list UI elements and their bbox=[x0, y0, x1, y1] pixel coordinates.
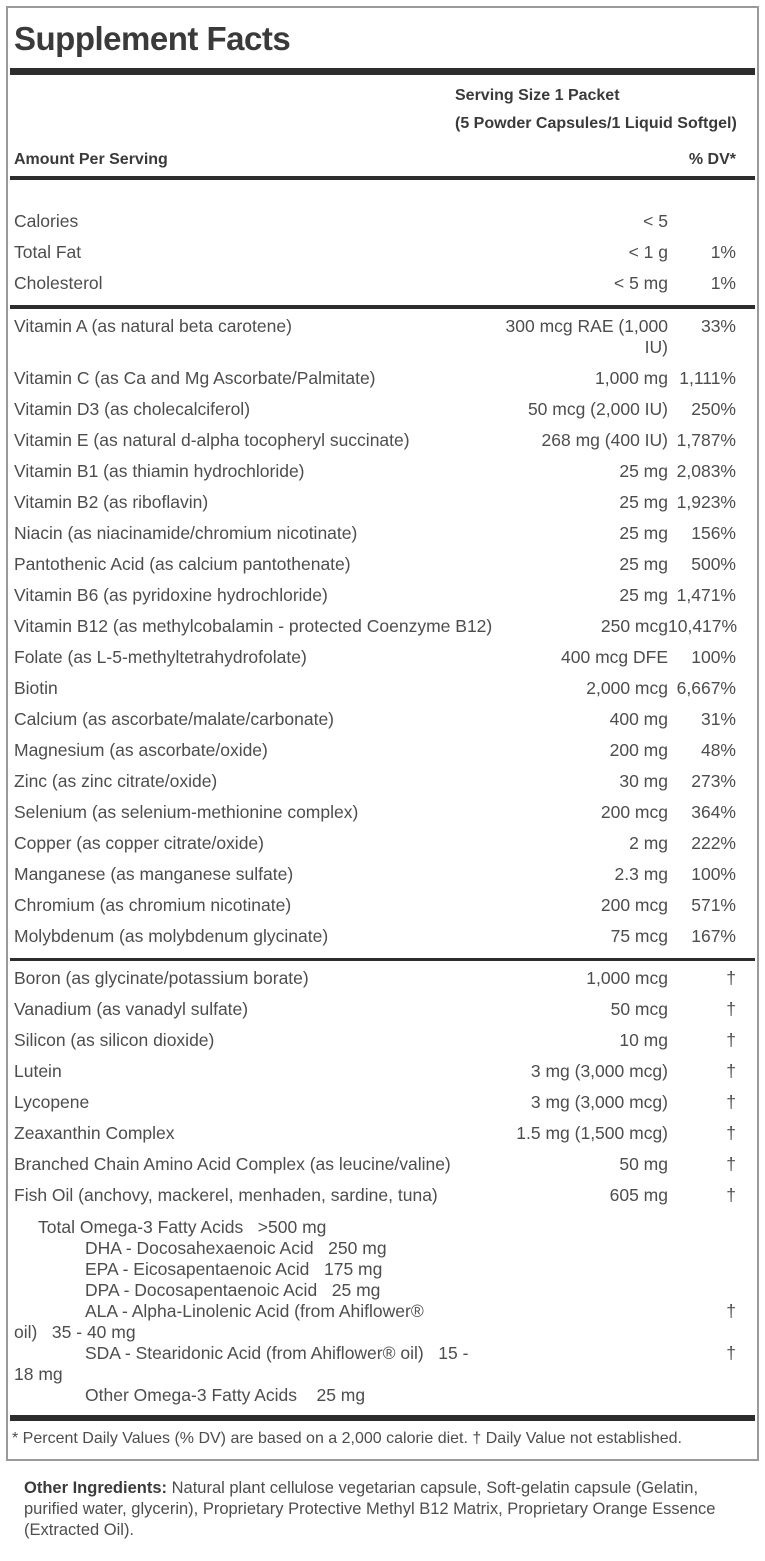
nutrient-row bbox=[14, 735, 736, 766]
nutrient-dv: 1,787% bbox=[676, 430, 736, 450]
nutrient-name: Zeaxanthin Complex bbox=[14, 1123, 175, 1143]
nutrient-name: Branched Chain Amino Acid Complex (as leucine/valine) bbox=[14, 1154, 451, 1174]
nutrient-row bbox=[14, 363, 736, 394]
nutrient-amount: 2,000 mcg bbox=[586, 678, 668, 698]
nutrient-name: Chromium (as chromium nicotinate) bbox=[14, 895, 292, 915]
nutrient-row bbox=[14, 704, 736, 735]
nutrient-amount: 268 mg (400 IU) bbox=[541, 430, 668, 450]
nutrient-name: Calories bbox=[14, 211, 79, 231]
omega-line-text: 18 mg bbox=[14, 1364, 63, 1384]
nutrient-dv: 500% bbox=[691, 554, 736, 574]
nutrient-name: Boron (as glycinate/potassium borate) bbox=[14, 968, 309, 988]
nutrient-amount: 200 mg bbox=[609, 740, 668, 760]
nutrient-amount: 3 mg (3,000 mcg) bbox=[530, 1061, 668, 1081]
nutrient-dv: 364% bbox=[691, 802, 736, 822]
nutrient-name: Vanadium (as vanadyl sulfate) bbox=[14, 999, 249, 1019]
nutrient-row bbox=[14, 1149, 736, 1180]
divider bbox=[10, 176, 755, 180]
nutrient-amount: 25 mg bbox=[619, 492, 668, 512]
serving-size-line1: Serving Size 1 Packet bbox=[455, 87, 620, 104]
omega-line-text: Other Omega-3 Fatty Acids 25 mg bbox=[85, 1385, 366, 1405]
nutrient-name: Manganese (as manganese sulfate) bbox=[14, 864, 294, 884]
omega-line-text: ALA - Alpha-Linolenic Acid (from Ahiflower® bbox=[85, 1301, 424, 1321]
nutrient-row bbox=[14, 1087, 736, 1118]
nutrient-dv: † bbox=[726, 968, 736, 988]
omega-line bbox=[14, 1322, 736, 1343]
nutrient-dv: 1,111% bbox=[679, 368, 736, 388]
nutrient-amount: 400 mg bbox=[609, 709, 668, 729]
omega-line bbox=[14, 1259, 736, 1280]
nutrient-dv: 100% bbox=[691, 864, 736, 884]
other-ingredients-text: Natural plant cellulose vegetarian capsule, Soft-gelatin capsule (Gelatin, purified water, glycerin), Proprietary Protective Methyl B12 Matrix, Proprietary Orange Essence (Extracted Oil). bbox=[24, 1479, 716, 1539]
nutrient-amount: 250 mcg bbox=[600, 616, 668, 636]
nutrient-dv: 10,417% bbox=[668, 616, 738, 636]
nutrient-amount: 2.3 mg bbox=[614, 864, 668, 884]
nutrient-dv: 48% bbox=[700, 740, 736, 760]
nutrient-amount: 200 mcg bbox=[600, 895, 668, 915]
nutrient-name: Total Fat bbox=[14, 242, 82, 262]
nutrient-dv: 222% bbox=[691, 833, 736, 853]
daily-value: † bbox=[726, 1301, 736, 1321]
omega-line bbox=[14, 1280, 736, 1301]
other-nutrients-section bbox=[8, 963, 757, 1211]
nutrient-dv: 100% bbox=[691, 647, 736, 667]
nutrient-dv: † bbox=[726, 1154, 736, 1174]
omega-line bbox=[14, 1238, 736, 1259]
nutrient-row bbox=[14, 206, 736, 237]
nutrient-row bbox=[14, 1118, 736, 1149]
nutrient-amount: 25 mg bbox=[619, 585, 668, 605]
amount-per-serving-header: Amount Per Serving bbox=[14, 151, 168, 168]
omega-line-text: Total Omega-3 Fatty Acids >500 mg bbox=[38, 1217, 327, 1237]
nutrient-name: Copper (as copper citrate/oxide) bbox=[14, 833, 264, 853]
nutrient-name: Vitamin B1 (as thiamin hydrochloride) bbox=[14, 461, 305, 481]
nutrient-dv: 273% bbox=[691, 771, 736, 791]
nutrient-name: Zinc (as zinc citrate/oxide) bbox=[14, 771, 218, 791]
omega-line-text: SDA - Stearidonic Acid (from Ahiflower® oil) 15 - bbox=[85, 1343, 469, 1363]
macros-section bbox=[8, 206, 757, 299]
omega-line-text: oil) 35 - 40 mg bbox=[14, 1322, 136, 1342]
nutrient-amount: < 5 bbox=[643, 211, 668, 231]
nutrient-name: Lycopene bbox=[14, 1092, 90, 1112]
nutrient-amount: 25 mg bbox=[619, 554, 668, 574]
nutrient-dv: † bbox=[726, 1123, 736, 1143]
nutrient-name: Magnesium (as ascorbate/oxide) bbox=[14, 740, 268, 760]
nutrient-row bbox=[14, 1056, 736, 1087]
percent-dv-header: % DV* bbox=[688, 151, 736, 168]
omega-line bbox=[14, 1385, 736, 1406]
other-ingredients bbox=[6, 1461, 759, 1541]
nutrient-name: Silicon (as silicon dioxide) bbox=[14, 1030, 215, 1050]
nutrient-dv: 33% bbox=[700, 316, 736, 336]
nutrient-amount: 10 mg bbox=[619, 1030, 668, 1050]
divider bbox=[10, 958, 755, 961]
nutrient-row bbox=[14, 963, 736, 994]
nutrient-name: Folate (as L-5-methyltetrahydrofolate) bbox=[14, 647, 307, 667]
omega-line bbox=[14, 1343, 736, 1364]
nutrient-name: Vitamin B12 (as methylcobalamin - protected Coenzyme B12) bbox=[14, 616, 493, 636]
nutrient-dv: † bbox=[726, 1061, 736, 1081]
nutrient-row bbox=[14, 549, 736, 580]
nutrient-dv: 156% bbox=[691, 523, 736, 543]
supplement-facts-panel bbox=[6, 6, 759, 1461]
nutrient-amount: 50 mcg (2,000 IU) bbox=[527, 399, 668, 419]
nutrient-row bbox=[14, 642, 736, 673]
nutrient-name: Vitamin C (as Ca and Mg Ascorbate/Palmitate) bbox=[14, 368, 376, 388]
nutrient-dv: 1% bbox=[710, 273, 736, 293]
nutrient-row bbox=[14, 1025, 736, 1056]
nutrient-dv: 2,083% bbox=[676, 461, 736, 481]
vitamins-minerals-section bbox=[8, 311, 757, 952]
nutrient-name: Vitamin B6 (as pyridoxine hydrochloride) bbox=[14, 585, 328, 605]
nutrient-row bbox=[14, 1180, 736, 1211]
nutrient-name: Vitamin D3 (as cholecalciferol) bbox=[14, 399, 251, 419]
nutrient-name: Biotin bbox=[14, 678, 58, 698]
dv-footnote: * Percent Daily Values (% DV) are based on a 2,000 calorie diet. † Daily Value not established. bbox=[12, 1430, 682, 1447]
nutrient-name: Vitamin A (as natural beta carotene) bbox=[14, 316, 292, 336]
nutrient-dv: 6,667% bbox=[676, 678, 736, 698]
omega-line bbox=[14, 1301, 736, 1322]
divider-thick bbox=[10, 68, 755, 75]
nutrient-amount: < 5 mg bbox=[614, 273, 668, 293]
nutrient-amount: 3 mg (3,000 mcg) bbox=[530, 1092, 668, 1112]
nutrient-amount: 400 mcg DFE bbox=[561, 647, 668, 667]
nutrient-dv: 1,471% bbox=[676, 585, 736, 605]
nutrient-name: Molybdenum (as molybdenum glycinate) bbox=[14, 926, 329, 946]
nutrient-amount: 200 mcg bbox=[600, 802, 668, 822]
nutrient-name: Vitamin B2 (as riboflavin) bbox=[14, 492, 209, 512]
nutrient-dv: 1% bbox=[710, 242, 736, 262]
nutrient-row bbox=[14, 237, 736, 268]
omega-line-text: EPA - Eicosapentaenoic Acid 175 mg bbox=[85, 1259, 383, 1279]
omega-line bbox=[14, 1364, 736, 1385]
nutrient-row bbox=[14, 268, 736, 299]
omega-line-text: DHA - Docosahexaenoic Acid 250 mg bbox=[85, 1238, 387, 1258]
nutrient-name: Selenium (as selenium-methionine complex) bbox=[14, 802, 359, 822]
nutrient-row bbox=[14, 394, 736, 425]
nutrient-name: Calcium (as ascorbate/malate/carbonate) bbox=[14, 709, 335, 729]
nutrient-amount: 25 mg bbox=[619, 523, 668, 543]
nutrient-dv: † bbox=[726, 1030, 736, 1050]
nutrient-row bbox=[14, 890, 736, 921]
nutrient-name: Lutein bbox=[14, 1061, 62, 1081]
nutrient-row bbox=[14, 456, 736, 487]
omega-line-text: DPA - Docosapentaenoic Acid 25 mg bbox=[85, 1280, 381, 1300]
serving-size-line2: (5 Powder Capsules/1 Liquid Softgel) bbox=[455, 115, 737, 132]
nutrient-amount: 1.5 mg (1,500 mcg) bbox=[516, 1123, 668, 1143]
divider bbox=[10, 305, 755, 309]
nutrient-row bbox=[14, 487, 736, 518]
nutrient-dv: 31% bbox=[700, 709, 736, 729]
nutrient-name: Fish Oil (anchovy, mackerel, menhaden, sardine, tuna) bbox=[14, 1185, 438, 1205]
nutrient-row bbox=[14, 311, 736, 363]
column-header-row bbox=[14, 151, 736, 169]
nutrient-amount: 75 mcg bbox=[610, 926, 668, 946]
nutrient-dv: † bbox=[726, 1185, 736, 1205]
nutrient-row bbox=[14, 611, 736, 642]
nutrient-amount: 605 mg bbox=[609, 1185, 668, 1205]
nutrient-dv: 571% bbox=[691, 895, 736, 915]
nutrient-row bbox=[14, 828, 736, 859]
nutrient-row bbox=[14, 580, 736, 611]
nutrient-row bbox=[14, 766, 736, 797]
nutrient-amount: 1,000 mg bbox=[595, 368, 668, 388]
other-ingredients-label: Other Ingredients: bbox=[24, 1479, 168, 1497]
nutrient-row bbox=[14, 673, 736, 704]
nutrient-row bbox=[14, 859, 736, 890]
panel-title: Supplement Facts bbox=[14, 20, 291, 57]
omega3-breakdown bbox=[8, 1217, 757, 1406]
nutrient-amount: < 1 g bbox=[628, 242, 668, 262]
nutrient-row bbox=[14, 921, 736, 952]
nutrient-row bbox=[14, 425, 736, 456]
nutrient-name: Cholesterol bbox=[14, 273, 103, 293]
omega-line bbox=[14, 1217, 736, 1238]
nutrient-row bbox=[14, 994, 736, 1025]
nutrient-row bbox=[14, 518, 736, 549]
serving-size-block bbox=[8, 82, 757, 138]
nutrient-amount: 300 mcg RAE (1,000 IU) bbox=[505, 316, 668, 357]
daily-value: † bbox=[726, 1343, 736, 1363]
nutrient-amount: 2 mg bbox=[629, 833, 668, 853]
nutrient-amount: 50 mcg bbox=[610, 999, 668, 1019]
nutrient-name: Niacin (as niacinamide/chromium nicotinate) bbox=[14, 523, 358, 543]
nutrient-amount: 30 mg bbox=[619, 771, 668, 791]
nutrient-name: Pantothenic Acid (as calcium pantothenate) bbox=[14, 554, 351, 574]
nutrient-row bbox=[14, 797, 736, 828]
nutrient-amount: 25 mg bbox=[619, 461, 668, 481]
nutrient-dv: † bbox=[726, 999, 736, 1019]
nutrient-amount: 1,000 mcg bbox=[586, 968, 668, 988]
nutrient-name: Vitamin E (as natural d-alpha tocopheryl succinate) bbox=[14, 430, 410, 450]
nutrient-dv: 250% bbox=[691, 399, 736, 419]
nutrient-dv: 1,923% bbox=[676, 492, 736, 512]
nutrient-dv: † bbox=[726, 1092, 736, 1112]
nutrient-dv: 167% bbox=[691, 926, 736, 946]
nutrient-amount: 50 mg bbox=[619, 1154, 668, 1174]
